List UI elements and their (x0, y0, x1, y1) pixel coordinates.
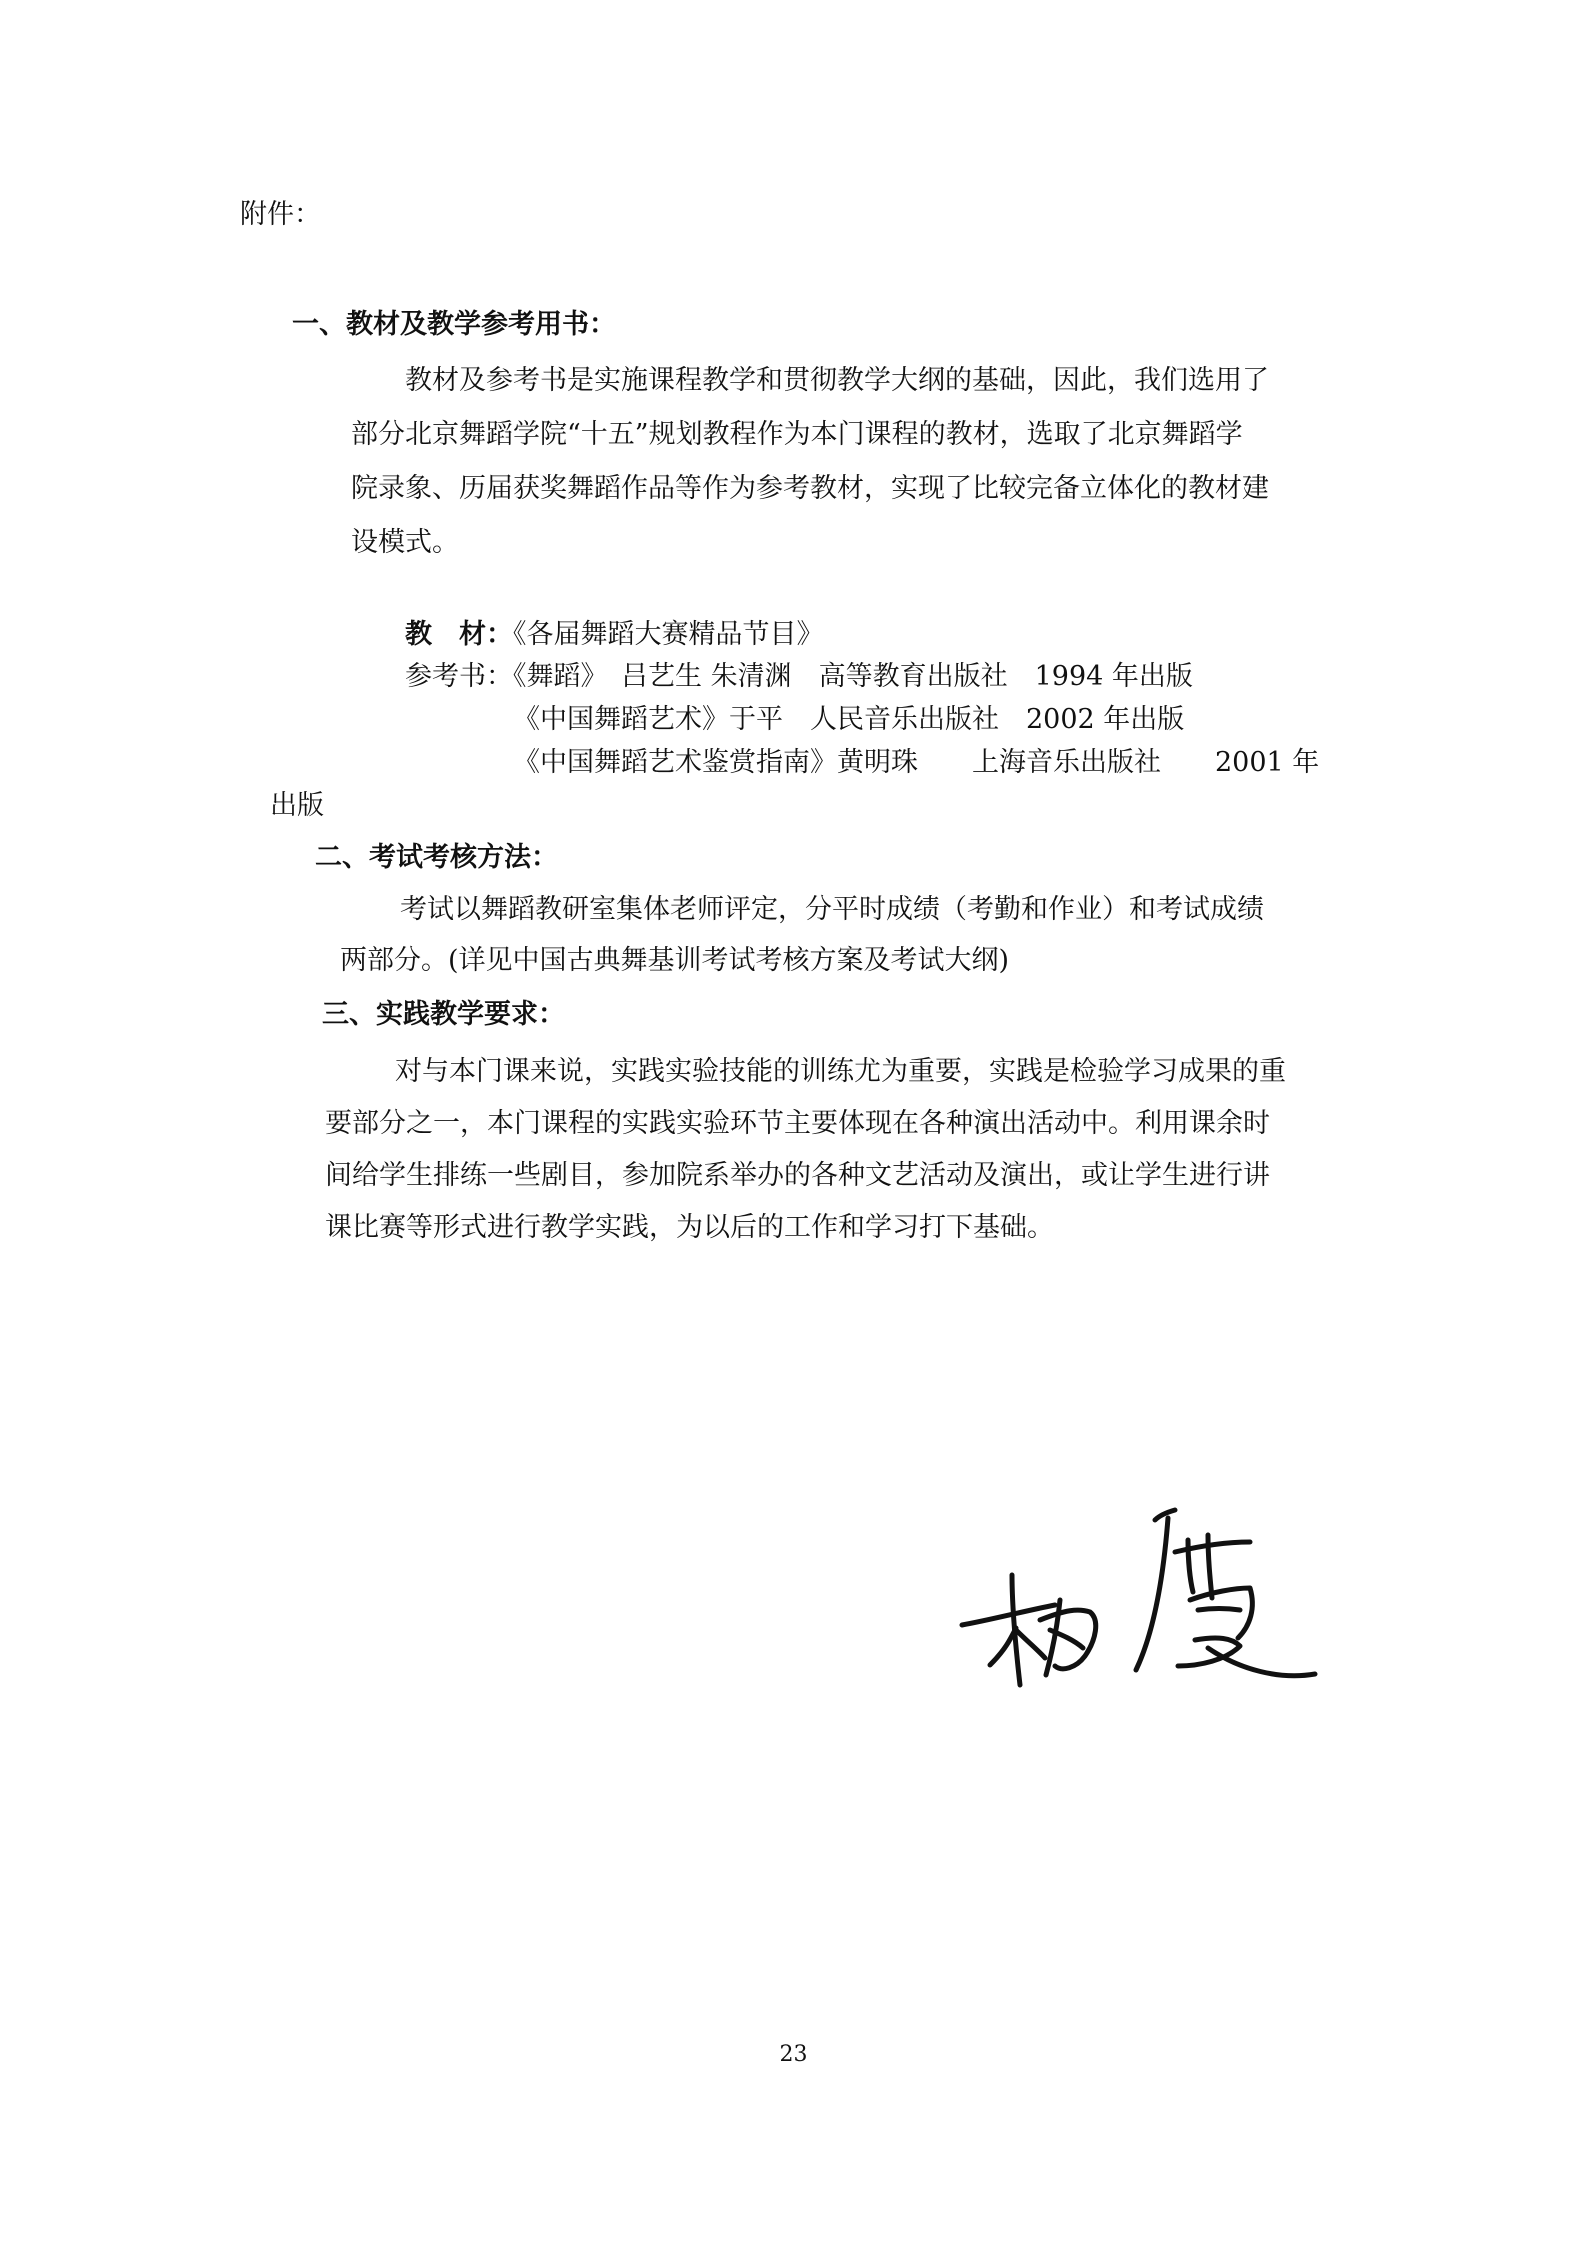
section3-line-1: 对与本门课来说，实践实验技能的训练尤为重要，实践是检验学习成果的重 (395, 1056, 1286, 1087)
section1-line-2: 部分北京舞蹈学院“十五”规划教程作为本门课程的教材，选取了北京舞蹈学 (351, 419, 1243, 450)
section3-line-2: 要部分之一，本门课程的实践实验环节主要体现在各种演出活动中。利用课余时 (325, 1108, 1270, 1139)
reference-entry-2: 《中国舞蹈艺术》于平 人民音乐出版社 2002 年出版 (513, 704, 1185, 735)
section2-line-2: 两部分。(详见中国古典舞基训考试考核方案及考试大纲) (340, 945, 1010, 976)
reference-entry-3: 《中国舞蹈艺术鉴赏指南》黄明珠 上海音乐出版社 2001 年 (513, 747, 1320, 778)
section1-line-4: 设模式。 (351, 527, 459, 558)
reference-label: 参考书： (405, 661, 513, 692)
handwritten-signature (950, 1480, 1330, 1710)
section1-line-3: 院录象、历届获奖舞蹈作品等作为参考教材，实现了比较完备立体化的教材建 (351, 473, 1269, 504)
section3-heading: 三、实践教学要求： (322, 999, 565, 1030)
section1-line-1: 教材及参考书是实施课程教学和贯彻教学大纲的基础，因此，我们选用了 (405, 365, 1269, 396)
reference-entry-3-overflow: 出版 (270, 790, 324, 821)
reference-entry-1 (405, 657, 1193, 697)
section2-heading: 二、考试考核方法： (315, 842, 558, 873)
section3-line-3: 间给学生排练一些剧目，参加院系举办的各种文艺活动及演出，或让学生进行讲 (325, 1160, 1270, 1191)
reference-item: 《舞蹈》 吕艺生 朱清渊 高等教育出版社 1994 年出版 (513, 661, 1193, 692)
textbook-title: 《各届舞蹈大赛精品节目》 (513, 619, 824, 650)
section2-line-1: 考试以舞蹈教研室集体老师评定，分平时成绩（考勤和作业）和考试成绩 (400, 894, 1264, 925)
textbook-entry (405, 615, 824, 655)
attachment-label: 附件： (240, 199, 321, 230)
section3-line-4: 课比赛等形式进行教学实践，为以后的工作和学习打下基础。 (325, 1212, 1054, 1243)
page-number: 23 (779, 2042, 808, 2067)
textbook-label: 教 材： (405, 619, 513, 650)
section1-heading: 一、教材及教学参考用书： (292, 309, 616, 340)
